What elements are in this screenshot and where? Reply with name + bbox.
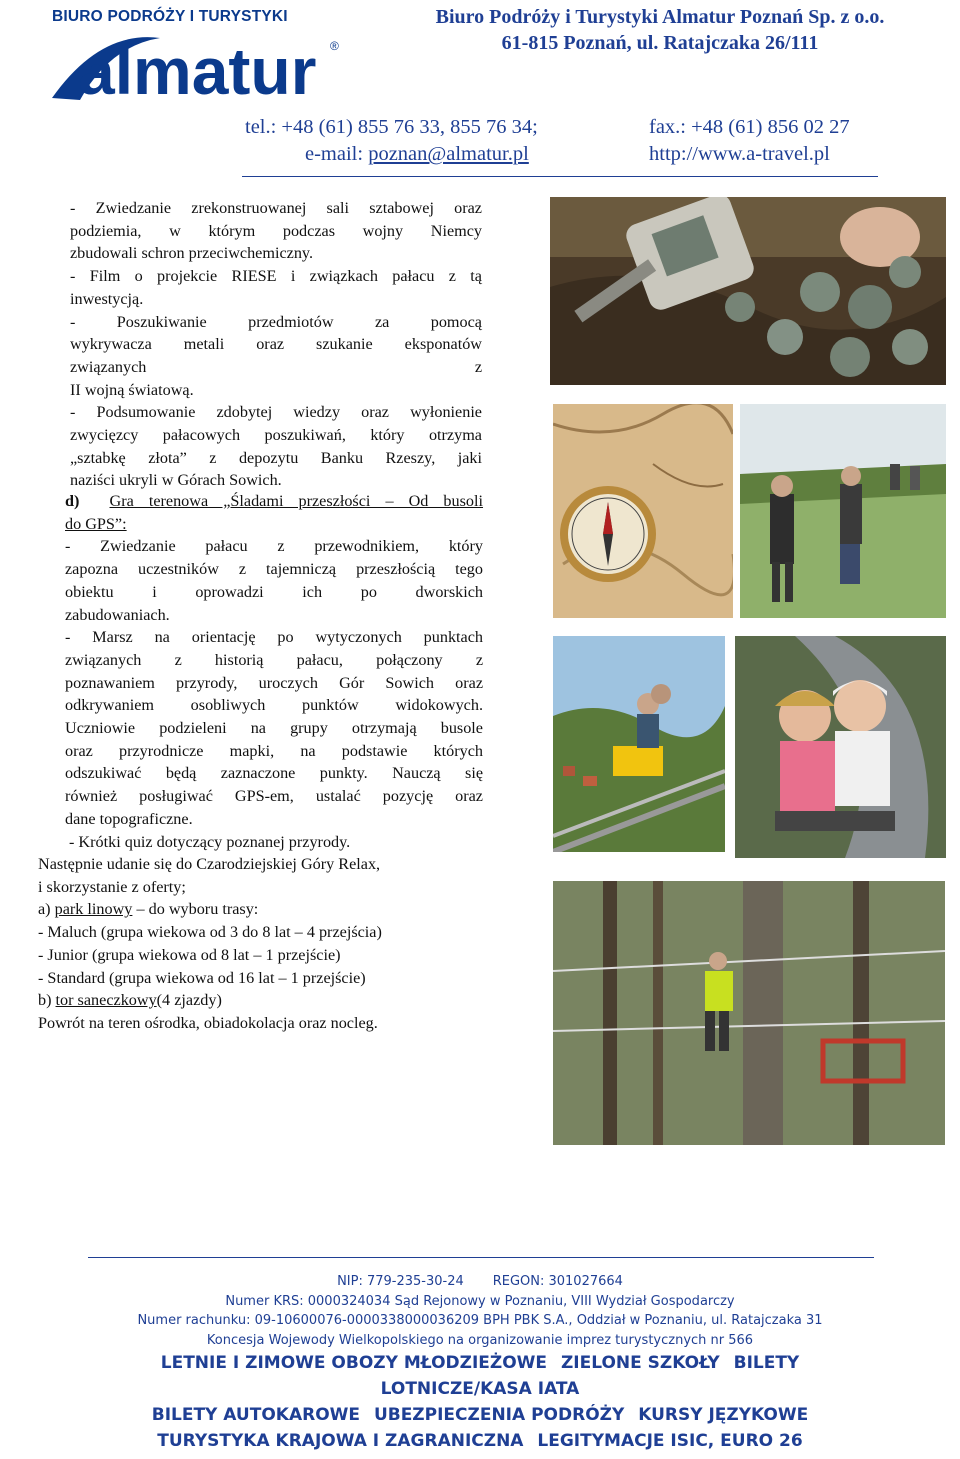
text-line: również posługiwać GPS-em, ustalać pozycję oraz <box>65 787 483 806</box>
section-title: Gra terenowa „Śladami przeszłości – Od busoli <box>109 492 484 510</box>
text-line: II wojną światową. <box>70 380 194 399</box>
activities-list-1 <box>70 197 482 492</box>
text-line: - Zwiedzanie pałacu z przewodnikiem, który <box>65 537 483 556</box>
nip-number: NIP: 779-235-30-24 <box>337 1274 464 1289</box>
services-line <box>0 1402 960 1428</box>
contact-block <box>245 114 945 168</box>
text-line: - Film o projekcie RIESE i związkach pałacu z tą <box>70 267 482 286</box>
text-line: Następnie udanie się do Czarodziejskiej Góry Relax, <box>38 855 381 873</box>
text-line: Uczniowie podzieleni na grupy otrzymają busole <box>65 719 483 738</box>
rope-park-label: park linowy <box>54 900 133 919</box>
text-line: obiektu i oprowadzi ich po dworskich <box>65 582 483 601</box>
service-item: TURYSTYKA KRAJOWA I ZAGRANICZNA <box>157 1431 524 1451</box>
text-line: dane topograficzne. <box>65 809 193 828</box>
text-line: odkrywaniem osobliwych punktów widokowych. <box>65 696 483 715</box>
email-line <box>305 141 529 168</box>
text-fragment: związanych <box>70 357 147 376</box>
service-item: BILETY <box>733 1353 800 1373</box>
services-line <box>0 1428 960 1454</box>
section-d-heading-cont <box>65 513 483 536</box>
text-line: i skorzystanie z oferty; <box>38 877 186 896</box>
text-line: - Zwiedzanie zrekonstruowanej sali sztabowej oraz <box>70 199 482 217</box>
service-item: LETNIE I ZIMOWE OBOZY MŁODZIEŻOWE <box>160 1353 548 1373</box>
bank-account-line: Numer rachunku: 09-10600076-0000338000036209 BPH PBK S.A., Oddział w Poznaniu, ul. Ratajczaka 31 <box>137 1313 823 1328</box>
text-line: - Junior (grupa wiekowa od 8 lat – 1 przejście) <box>38 945 341 964</box>
text-line: naziści ukryli w Górach Sowich. <box>70 471 282 490</box>
text-line: poznawaniem przyrody, uroczych Gór Sowich oraz <box>65 673 483 692</box>
text-fragment: z <box>474 357 482 376</box>
section-title: do GPS”: <box>65 514 127 533</box>
text-line: zapozna uczestników z tajemniczą przeszłością tego <box>65 560 483 579</box>
metal-detector-photo <box>550 197 946 385</box>
text-line: - Maluch (grupa wiekowa od 3 do 8 lat – 4 przejścia) <box>38 923 382 942</box>
service-item: LOTNICZE/KASA IATA <box>380 1379 580 1399</box>
section-d-heading <box>65 490 483 513</box>
fax-number: fax.: +48 (61) 856 02 27 <box>649 116 850 138</box>
svg-text:®: ® <box>330 39 339 53</box>
company-block <box>390 4 930 56</box>
text-line: odszukiwać będą zaznaczone punkty. Nauczą się <box>65 764 483 783</box>
text-line: inwestycją. <box>70 289 144 308</box>
text-line <box>38 898 498 921</box>
text-line: „sztabkę złota” z depozytu Banku Rzeszy, jaki <box>70 448 482 467</box>
text-line: - Standard (grupa wiekowa od 16 lat – 1 przejście) <box>38 968 366 987</box>
text-line: zbudowali schron przeciwchemiczny. <box>70 244 314 263</box>
website-link[interactable]: http://www.a-travel.pl <box>649 143 830 165</box>
rope-park-photo <box>553 881 945 1145</box>
text-line: zabudowaniach. <box>65 605 170 624</box>
email-link[interactable]: poznan@almatur.pl <box>368 143 529 165</box>
text-line <box>70 356 482 379</box>
activities-list-2 <box>65 490 483 853</box>
footer <box>0 1272 960 1454</box>
brand-tagline: BIURO PODRÓŻY I TURYSTYKI <box>52 8 288 25</box>
services-line <box>0 1376 960 1402</box>
section-letter: d) <box>65 492 80 510</box>
header-divider <box>242 176 878 177</box>
footer-divider <box>88 1257 874 1258</box>
text-fragment: – do wyboru trasy: <box>132 900 259 919</box>
text-line <box>38 989 498 1012</box>
text-line: podziemia, w którym podczas wojny Niemcy <box>70 221 482 240</box>
email-label: e-mail: <box>305 143 369 165</box>
text-line: wykrywacza metali oraz szukanie eksponatów <box>70 335 482 354</box>
text-fragment: b) <box>38 991 56 1010</box>
service-item: UBEZPIECZENIA PODRÓŻY <box>373 1405 625 1425</box>
closing-section <box>38 853 498 1035</box>
company-address: 61-815 Poznań, ul. Ratajczaka 26/111 <box>501 32 819 54</box>
text-line: związanych z historią pałacu, połączony z <box>65 650 483 669</box>
hiking-group-photo <box>740 404 946 618</box>
license-line: Koncesja Wojewody Wielkopolskiego na organizowanie imprez turystycznych nr 566 <box>206 1332 754 1348</box>
text-line: zwycięzcy pałacowych poszukiwań, który otrzyma <box>70 426 482 445</box>
compass-map-photo <box>553 404 733 618</box>
company-name: Biuro Podróży i Turystyki Almatur Poznań Sp. z o.o. <box>435 6 885 28</box>
text-line: Powrót na teren ośrodka, obiadokolacja oraz nocleg. <box>38 1013 378 1032</box>
regon-number: REGON: 301027664 <box>492 1274 623 1289</box>
service-item: ZIELONE SZKOŁY <box>560 1353 720 1373</box>
krs-line: Numer KRS: 0000324034 Sąd Rejonowy w Poznaniu, VIII Wydział Gospodarczy <box>225 1293 735 1309</box>
tax-ids <box>0 1272 960 1292</box>
text-line: - Krótki quiz dotyczący poznanej przyrody. <box>69 832 351 851</box>
almatur-logo <box>50 28 350 108</box>
text-line: - Poszukiwanie przedmiotów za pomocą <box>70 312 482 331</box>
toboggan-label: tor saneczkowy <box>55 991 157 1010</box>
svg-text:almatur: almatur <box>78 34 317 108</box>
text-line: - Marsz na orientację po wytyczonych punktach <box>65 628 483 647</box>
text-line: - Podsumowanie zdobytej wiedzy oraz wyłonienie <box>70 403 482 422</box>
phone-numbers: tel.: +48 (61) 855 76 33, 855 76 34; <box>245 116 538 138</box>
text-fragment: (4 zjazdy) <box>156 991 222 1010</box>
text-line: oraz przyrodnicze mapki, na podstawie których <box>65 741 483 760</box>
service-item: KURSY JĘZYKOWE <box>638 1405 809 1425</box>
service-item: BILETY AUTOKAROWE <box>151 1405 361 1425</box>
children-sled-photo <box>735 636 946 858</box>
alpine-coaster-photo <box>553 636 725 852</box>
text-fragment: a) <box>38 900 55 919</box>
services-line <box>0 1350 960 1376</box>
service-item: LEGITYMACJE ISIC, EURO 26 <box>537 1431 803 1451</box>
